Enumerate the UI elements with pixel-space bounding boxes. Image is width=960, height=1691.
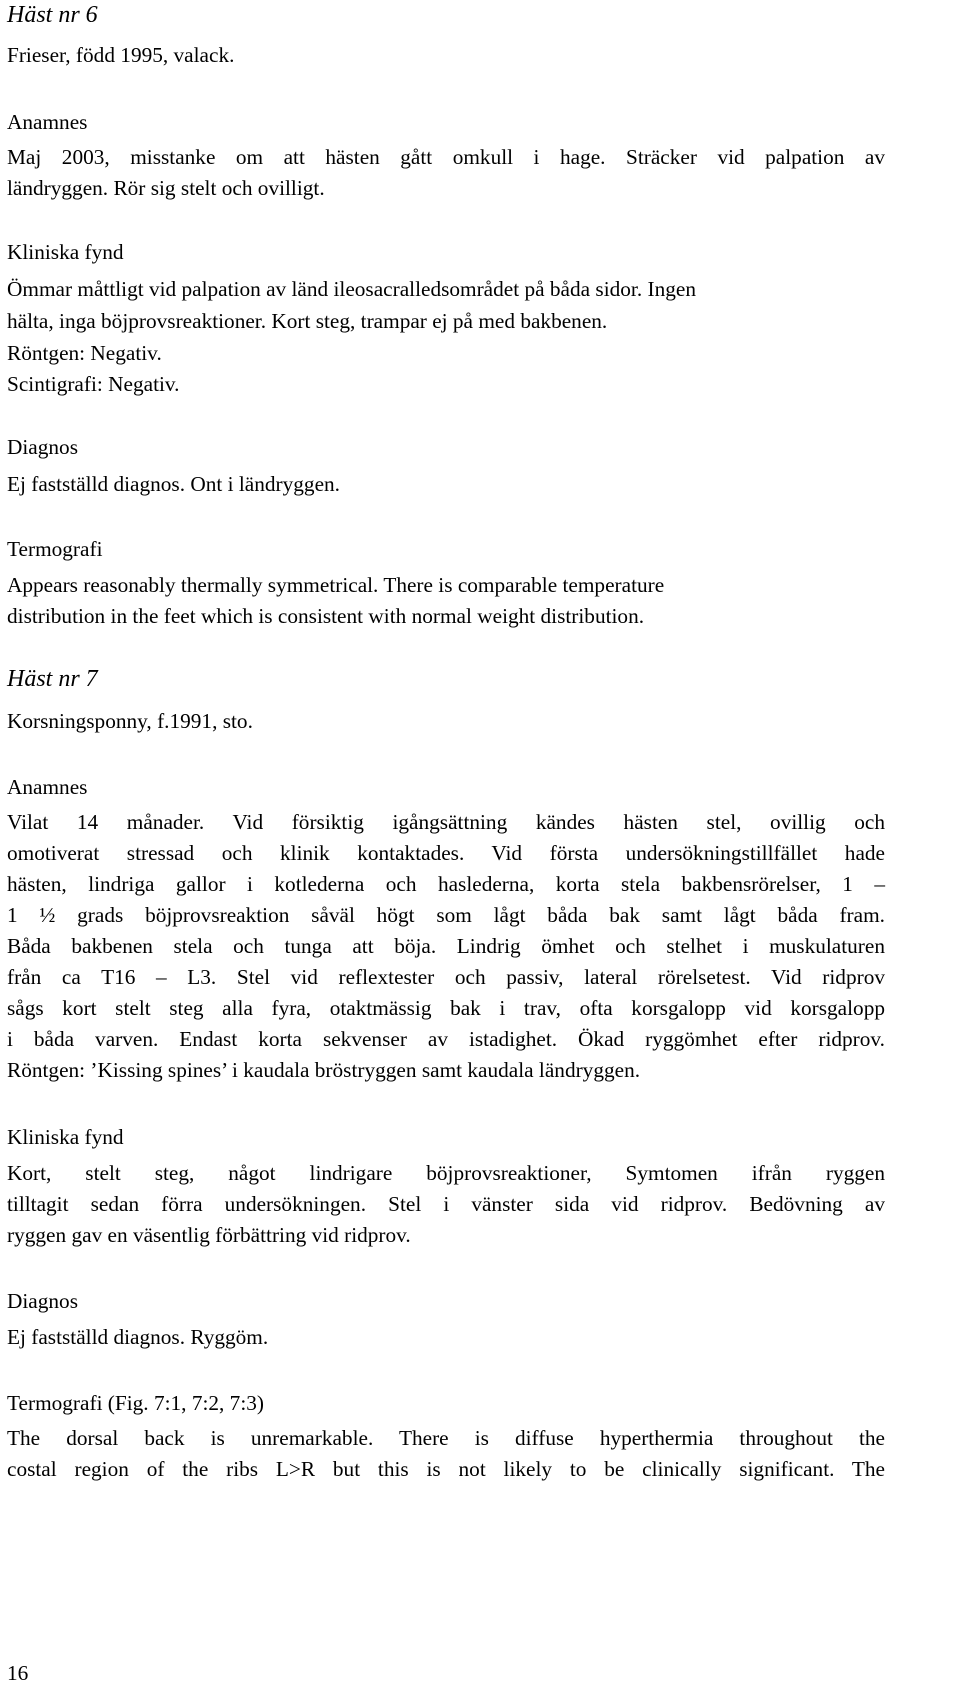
- horse7-kliniska-line: tilltagit sedan förra undersökningen. Stel i vänster sida vid ridprov. Bedövning av: [7, 1192, 885, 1216]
- horse6-kliniska-line: Röntgen: Negativ.: [7, 341, 162, 365]
- horse7-anamnes-heading: Anamnes: [7, 775, 88, 799]
- horse6-termografi-line: distribution in the feet which is consistent with normal weight distribution.: [7, 604, 645, 628]
- horse6-intro: Frieser, född 1995, valack.: [7, 43, 235, 67]
- horse7-kliniska-heading: Kliniska fynd: [7, 1125, 124, 1149]
- horse7-kliniska-line: ryggen gav en väsentlig förbättring vid ridprov.: [7, 1223, 411, 1247]
- horse7-anamnes-line: Röntgen: ’Kissing spines’ i kaudala bröstryggen samt kaudala ländryggen.: [7, 1058, 641, 1082]
- horse7-anamnes-line: Båda bakbenen stela och tunga att böja. Lindrig ömhet och stelhet i muskulaturen: [7, 934, 885, 958]
- horse6-termografi-heading: Termografi: [7, 537, 103, 561]
- horse7-diagnos-text: Ej fastställd diagnos. Ryggöm.: [7, 1325, 269, 1349]
- horse7-anamnes-line: från ca T16 – L3. Stel vid reflextester och passiv, lateral rörelsetest. Vid ridprov: [7, 965, 885, 989]
- horse6-anamnes-line: Maj 2003, misstanke om att hästen gått omkull i hage. Sträcker vid palpation av: [7, 145, 885, 169]
- horse7-anamnes-line: i båda varven. Endast korta sekvenser av istadighet. Ökad ryggömhet efter ridprov.: [7, 1027, 885, 1051]
- horse6-anamnes-heading: Anamnes: [7, 110, 88, 134]
- horse7-title: Häst nr 7: [7, 666, 98, 692]
- horse7-anamnes-line: hästen, lindriga gallor i kotlederna och haslederna, korta stela bakbensrörelser, 1 –: [7, 872, 885, 896]
- horse6-title: Häst nr 6: [7, 2, 98, 28]
- horse7-termografi-heading: Termografi (Fig. 7:1, 7:2, 7:3): [7, 1391, 264, 1415]
- horse6-kliniska-line: hälta, inga böjprovsreaktioner. Kort steg, trampar ej på med bakbenen.: [7, 309, 608, 333]
- horse7-termografi-line: The dorsal back is unremarkable. There is diffuse hyperthermia throughout the: [7, 1426, 885, 1450]
- horse6-anamnes-line: ländryggen. Rör sig stelt och ovilligt.: [7, 176, 325, 200]
- horse7-termografi-line: costal region of the ribs L>R but this is not likely to be clinically significant. The: [7, 1457, 885, 1481]
- horse7-diagnos-heading: Diagnos: [7, 1289, 78, 1313]
- horse7-anamnes-line: sågs kort stelt steg alla fyra, otaktmässig bak i trav, ofta korsgalopp vid korsgalopp: [7, 996, 885, 1020]
- horse6-termografi-line: Appears reasonably thermally symmetrical. There is comparable temperature: [7, 573, 665, 597]
- horse6-kliniska-heading: Kliniska fynd: [7, 240, 124, 264]
- horse6-kliniska-line: Scintigrafi: Negativ.: [7, 372, 180, 396]
- horse7-kliniska-line: Kort, stelt steg, något lindrigare böjprovsreaktioner, Symtomen ifrån ryggen: [7, 1161, 885, 1185]
- horse7-intro: Korsningsponny, f.1991, sto.: [7, 709, 253, 733]
- horse7-anamnes-line: omotiverat stressad och klinik kontaktades. Vid första undersökningstillfället hade: [7, 841, 885, 865]
- horse6-diagnos-text: Ej fastställd diagnos. Ont i ländryggen.: [7, 472, 341, 496]
- horse7-anamnes-line: Vilat 14 månader. Vid försiktig igångsättning kändes hästen stel, ovillig och: [7, 810, 885, 834]
- page-number: 16: [7, 1661, 29, 1685]
- horse6-kliniska-line: Ömmar måttligt vid palpation av länd ileosacralledsområdet på båda sidor. Ingen: [7, 277, 696, 301]
- horse7-anamnes-line: 1 ½ grads böjprovsreaktion såväl högt som lågt båda bak samt lågt båda fram.: [7, 903, 885, 927]
- horse6-diagnos-heading: Diagnos: [7, 435, 78, 459]
